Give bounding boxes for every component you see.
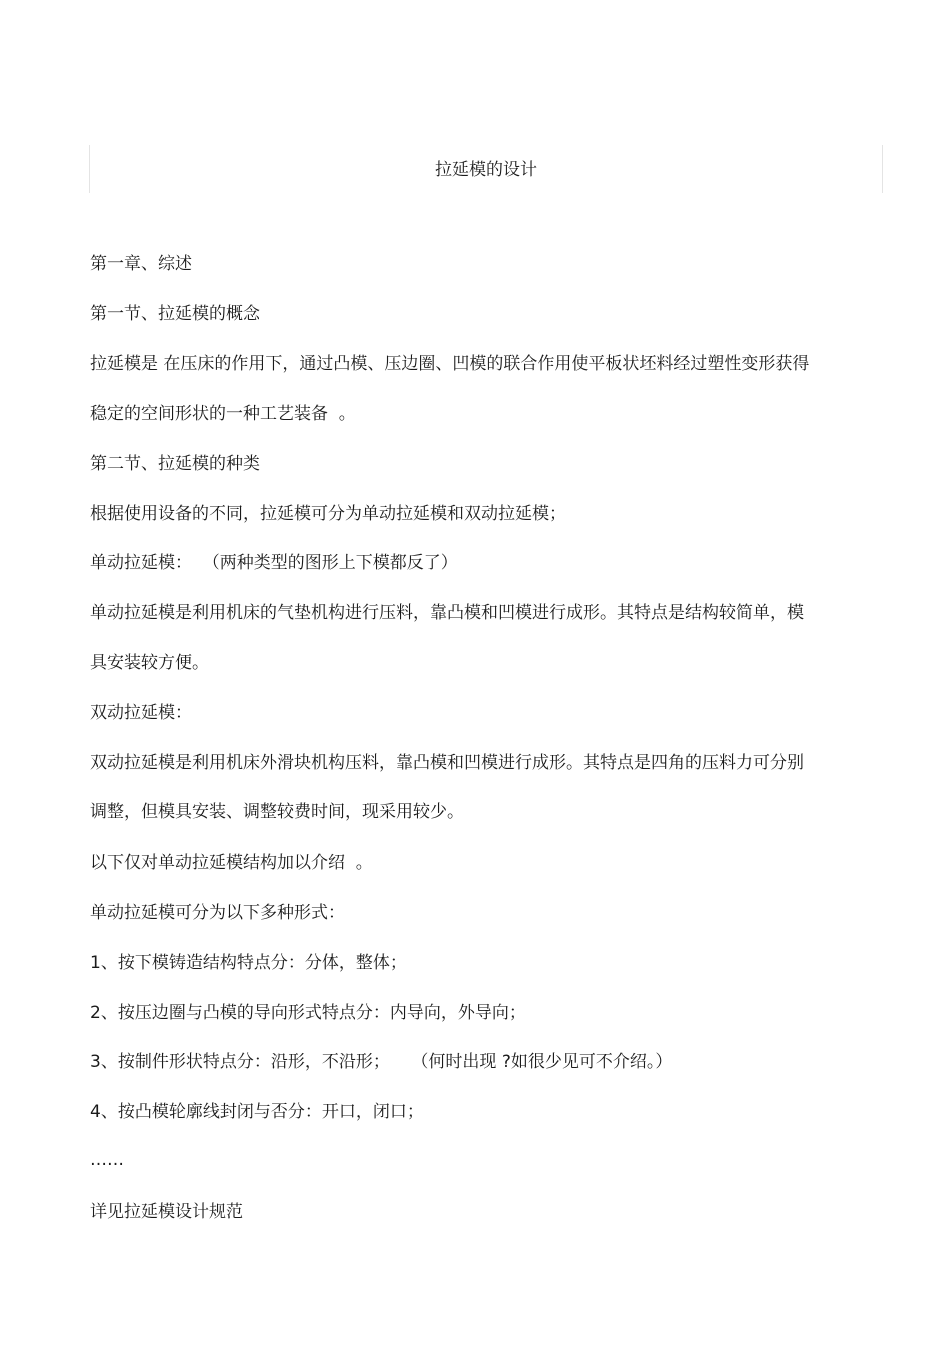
paragraph-line: 双动拉延模是利用机床外滑块机构压料，靠凸模和凹模进行成形。其特点是四角的压料力可分别 [90,753,804,773]
paragraph-line: 拉延模是 在压床的作用下，通过凸模、压边圈、凹模的联合作用使平板状坯料经过塑性变形获得 [90,354,810,374]
paragraph-line: 具安装较方便。 [90,653,209,673]
paragraph-line: 根据使用设备的不同，拉延模可分为单动拉延模和双动拉延模； [90,504,566,524]
section-heading-concept: 第一节、拉延模的概念 [90,304,260,324]
title-frame [89,145,883,193]
reference-note: 详见拉延模设计规范 [90,1202,243,1222]
subheading-single-action: 单动拉延模： （两种类型的图形上下模都反了） [90,553,458,573]
document-title: 拉延模的设计 [435,160,537,180]
list-item: 4、按凸模轮廓线封闭与否分：开口，闭口； [90,1102,424,1122]
list-item: 2、按压边圈与凸模的导向形式特点分：内导向，外导向； [90,1003,526,1023]
subheading-double-action: 双动拉延模： [90,703,192,723]
section-heading-types: 第二节、拉延模的种类 [90,454,260,474]
paragraph-line: 以下仅对单动拉延模结构加以介绍 。 [90,853,373,873]
list-item: 3、按制件形状特点分：沿形，不沿形； （何时出现 ?如很少见可不介绍。） [90,1052,673,1072]
list-item: 1、按下模铸造结构特点分：分体，整体； [90,953,407,973]
paragraph-line: 单动拉延模可分为以下多种形式： [90,903,345,923]
paragraph-line: 调整，但模具安装、调整较费时间，现采用较少。 [90,802,464,822]
paragraph-line: 稳定的空间形状的一种工艺装备 。 [90,404,356,424]
ellipsis: …… [90,1150,124,1170]
paragraph-line: 单动拉延模是利用机床的气垫机构进行压料，靠凸模和凹模进行成形。其特点是结构较简单，模 [90,603,804,623]
chapter-heading: 第一章、综述 [90,254,192,274]
